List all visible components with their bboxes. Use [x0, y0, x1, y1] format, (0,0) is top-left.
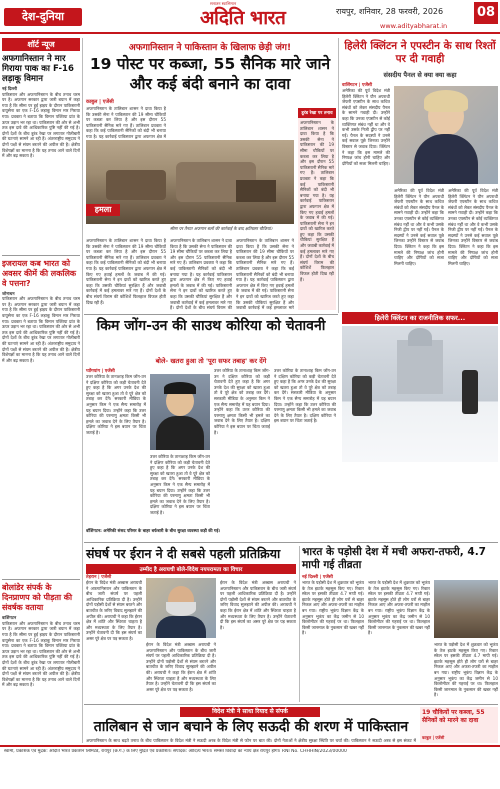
- bottom-body: अफगानिस्तान के साथ बढ़ते तनाव के बीच पाकिस्तान के विदेश मंत्री ने सऊदी अरब के विदेश मंत्री से फोन पर बात की। दोनों नेताओं ने क्षेत्रीय सुरक्षा स्थिति पर चर्चा की। पाकिस्तान ने सऊदी अरब से इस संकट में: [86, 738, 416, 743]
- iran-body-col2: ईरान के विदेश मंत्री अब्बास अराघची ने अफगानिस्तान और पाकिस्तान के बीच जारी संघर्ष पर पहली आधिकारिक प्रतिक्रिया दी है। उन्होंने दोनों पड़ोसी देशों से संयम बरतने और बातचीत के जरिए विवाद सुलझाने की अपील की। अराघची ने कहा कि ईरान क्षेत्र में शांति और स्थिरता चाहता है और मध्यस्थता के लिए तैयार है। उन्होंने चेतावनी दी कि इस संघर्ष का असर पूरे क्षेत्र पर पड़ सकता है।: [146, 642, 216, 692]
- short-news-column: [2, 38, 80, 743]
- bottom-side-box: [420, 707, 498, 743]
- lead-dateline: काबुल | एजेंसी: [86, 99, 114, 105]
- lead-caption: सीमा पर तैनात अफगान बलों की कार्रवाई के बाद क्षतिग्रस्त चौकियां।: [170, 226, 273, 231]
- lead-side-box-header: डूरंड रेखा पर तनाव: [298, 108, 336, 118]
- quake-body-col2: भारत के पड़ोसी देश में शुक्रवार को भूकंप के तेज झटके महसूस किए गए। रिक्टर स्केल पर इसकी तीव्रता 4.7 मापी गई। झटके महसूस होते ही लोग घरों से बाहर निकल आए और अफरा-तफरी का माहौल बन गया। राष्ट्रीय भूकंप विज्ञान केंद्र के अनुसार भूकंप का केंद्र जमीन से 10 किलोमीटर की गहराई पर था। फिलहाल किसी जानमाल के नुकसान की खबर नहीं है।: [368, 580, 430, 636]
- section-tab: देश-दुनिया: [4, 8, 82, 26]
- lead-intro: अफगानिस्तान के तालिबान शासन ने दावा किया है कि उसकी सेना ने पाकिस्तान की 19 सीमा चौकियों पर कब्जा कर लिया है और इस दौरान 55 पाकिस्तानी सैनिक मारे गए हैं। तालिबान प्रवक्ता ने कहा कि कई पाकिस्तानी सैनिकों को बंदी भी बनाया गया है। यह कार्रवाई पाकिस्तान द्वारा अफगान क्षेत्र में: [86, 106, 166, 139]
- website[interactable]: www.adityabharat.in: [380, 22, 448, 30]
- kim-dateline: प्योंगयांग | एजेंसी: [86, 369, 115, 374]
- hillary-subhead: संसदीय पैनल से क्या क्या कहा: [383, 71, 457, 79]
- quake-headline: भारत के पड़ोसी देश में मची अफरा-तफरी, 4.7 मापी गई तीव्रता: [302, 546, 486, 571]
- lead-kicker: अफगानिस्तान ने पाकिस्तान के खिलाफ छेड़ी जंग!: [128, 43, 292, 53]
- brand-logo: अदिति भारत: [200, 7, 286, 29]
- short-news-3-title: बोलांडेर संपर्क के दिनप्राणप को पीड़ता की संवर्षक वताया: [2, 583, 73, 613]
- araghchi-photo: [146, 578, 216, 638]
- iran-body-col3: ईरान के विदेश मंत्री अब्बास अराघची ने अफगानिस्तान और पाकिस्तान के बीच जारी संघर्ष पर पहली आधिकारिक प्रतिक्रिया दी है। उन्होंने दोनों पड़ोसी देशों से संयम बरतने और बातचीत के जरिए विवाद सुलझाने की अपील की। अराघची ने कहा कि ईरान क्षेत्र में शांति और स्थिरता चाहता है और मध्यस्थता के लिए तैयार है। उन्होंने चेतावनी दी कि इस संघर्ष का असर पूरे क्षेत्र पर पड़ सकता है।: [220, 580, 296, 630]
- iran-body-col1: ईरान के विदेश मंत्री अब्बास अराघची ने अफगानिस्तान और पाकिस्तान के बीच जारी संघर्ष पर पहली आधिकारिक प्रतिक्रिया दी है। उन्होंने दोनों पड़ोसी देशों से संयम बरतने और बातचीत के जरिए विवाद सुलझाने की अपील की। अराघची ने कहा कि ईरान क्षेत्र में शांति और स्थिरता चाहता है और मध्यस्थता के लिए तैयार है। उन्होंने चेतावनी दी कि इस संघर्ष का असर पूरे क्षेत्र पर पड़ सकता है।: [86, 580, 142, 641]
- kim-body-col3: उत्तर कोरिया के तानाशाह किम जोंग-उन ने दक्षिण कोरिया को कड़ी चेतावनी देते हुए कहा है कि अगर उनके देश की सुरक्षा को खतरा हुआ तो वे पूरे क्षेत्र को तबाह कर देंगे। सरकारी मीडिया के अनुसार किम ने एक सैन्य समारोह में यह बयान दिया। उन्होंने कहा कि उत्तर कोरिया की परमाणु क्षमता किसी भी हमले का जवाब देने के लिए तैयार है। दक्षिण कोरिया ने इस बयान पर चिंता जताई है।: [214, 368, 270, 435]
- hillary-photo: [394, 86, 498, 184]
- short-news-3-body: पाकिस्तान और अफगानिस्तान के बीच तनाव चरम पर है। अफगान सरकार द्वारा जारी बयान में कहा गया है कि सीमा पर हुई झड़प के दौरान पाकिस्तानी वायुसेना का एक F-16 लड़ाकू विमान मार गिराया गया। प्रवक्ता ने बताया कि विमान पक्तिया प्रांत के ऊपर उड़ान भर रहा था। पाकिस्तान की ओर से अभी तक इस दावे की आधिकारिक पुष्टि नहीं की गई है। दोनों देशों के बीच डूरंड रेखा पर लगातार गोलीबारी की घटनाएं सामने आ रही हैं। अंतरराष्ट्रीय समुदाय ने दोनों पक्षों से संयम बरतने की अपील की है। क्षेत्रीय विशेषज्ञों का मानना है कि यह तनाव आने वाले दिनों में और बढ़ सकता है।: [2, 620, 80, 688]
- kim-body-col1: उत्तर कोरिया के तानाशाह किम जोंग-उन ने दक्षिण कोरिया को कड़ी चेतावनी देते हुए कहा है कि अगर उनके देश की सुरक्षा को खतरा हुआ तो वे पूरे क्षेत्र को तबाह कर देंगे। सरकारी मीडिया के अनुसार किम ने एक सैन्य समारोह में यह बयान दिया। उन्होंने कहा कि उत्तर कोरिया की परमाणु क्षमता किसी भी हमले का जवाब देने के लिए तैयार है। दक्षिण कोरिया ने इस बयान पर चिंता जताई है।: [86, 374, 146, 435]
- kim-headline: किम जोंग-उन की साउथ कोरिया को चेतावनी: [96, 318, 326, 334]
- capitol-snow-caption: वॉशिंगटन: अमेरिकी संसद परिसर के बाहर बर्फबारी के बीच सुरक्षा व्यवस्था कड़ी की गई।: [86, 528, 221, 533]
- city-date: रायपुर, शनिवार, 28 फरवरी, 2026: [336, 7, 444, 16]
- kim-subhead: बोले- खतरा हुआ तो 'पूरा सफर तबाह' कर देंगे: [155, 357, 267, 365]
- kim-body-col2: उत्तर कोरिया के तानाशाह किम जोंग-उन ने दक्षिण कोरिया को कड़ी चेतावनी देते हुए कहा है कि अगर उनके देश की सुरक्षा को खतरा हुआ तो वे पूरे क्षेत्र को तबाह कर देंगे। सरकारी मीडिया के अनुसार किम ने एक सैन्य समारोह में यह बयान दिया। उन्होंने कहा कि उत्तर कोरिया की परमाणु क्षमता किसी भी हमले का जवाब देने के लिए तैयार है। दक्षिण कोरिया ने इस बयान पर चिंता जताई है।: [150, 454, 210, 515]
- kim-body-col4: उत्तर कोरिया के तानाशाह किम जोंग-उन ने दक्षिण कोरिया को कड़ी चेतावनी देते हुए कहा है कि अगर उनके देश की सुरक्षा को खतरा हुआ तो वे पूरे क्षेत्र को तबाह कर देंगे। सरकारी मीडिया के अनुसार किम ने एक सैन्य समारोह में यह बयान दिया। उन्होंने कहा कि उत्तर कोरिया की परमाणु क्षमता किसी भी हमले का जवाब देने के लिए तैयार है। दक्षिण कोरिया ने इस बयान पर चिंता जताई है।: [274, 368, 336, 424]
- page-number: 08: [474, 2, 498, 24]
- footer-imprint: स्वामी, प्रकाशक एवं मुद्रक: अदिति भारत प्रकाशन लिमिटेड, रायपुर (छ.ग.) के लिए मुद्रित एवं प्रकाशित। संपादक: आदित्य भारत। समस्त विवादों का न्याय क्षेत्र रायपुर होगा। RNI No. CHHHIN/2023/00000: [4, 749, 347, 754]
- quake-body-col3: भारत के पड़ोसी देश में शुक्रवार को भूकंप के तेज झटके महसूस किए गए। रिक्टर स्केल पर इसकी तीव्रता 4.7 मापी गई। झटके महसूस होते ही लोग घरों से बाहर निकल आए और अफरा-तफरी का माहौल बन गया। राष्ट्रीय भूकंप विज्ञान केंद्र के अनुसार भूकंप का केंद्र जमीन से 10 किलोमीटर की गहराई पर था। फिलहाल किसी जानमाल के नुकसान की खबर नहीं है।: [434, 642, 498, 698]
- bottom-kicker: विदेश मंत्री ने साधा रियाद से संपर्क: [180, 707, 320, 717]
- short-news-1-title: अफगानिस्तान ने मार गिराया पाक का F-16 लड़ाकू विमान: [2, 54, 74, 84]
- hillary-body-col2: अमेरिका की पूर्व विदेश मंत्री हिलेरी क्लिंटन ने यौन अपराधी जेफरी एपस्टीन के साथ कथित संबंधों को लेकर संसदीय पैनल के सामने गवाही दी। उन्होंने कहा कि उनका एपस्टीन से कोई व्यक्तिगत संबंध नहीं था और वे कभी उसके निजी द्वीप पर नहीं गईं। पैनल के सदस्यों ने उनसे कई सवाल पूछे जिनका उन्होंने विस्तार से जवाब दिया। क्लिंटन ने कहा कि इस मामले की निष्पक्ष जांच होनी चाहिए और दोषियों को सजा मिलनी चाहिए।: [394, 188, 444, 266]
- hillary-banner: हिलेरी क्लिंटन का राजनीतिक सफर...: [342, 312, 498, 324]
- hillary-headline: हिलेरी क्लिंटन ने एपस्टीन के साथ रिश्तों पर दी गवाही: [344, 40, 496, 65]
- lead-headline: 19 पोस्ट पर कब्जा, 55 सैनिक मारे जाने और कई बंदी बनाने का दावा: [89, 55, 331, 93]
- quake-photo: [434, 580, 498, 638]
- iran-headline: संघर्ष पर ईरान ने दी सबसे पहली प्रतिक्रिया: [86, 546, 281, 561]
- quake-body-col1: भारत के पड़ोसी देश में शुक्रवार को भूकंप के तेज झटके महसूस किए गए। रिक्टर स्केल पर इसकी तीव्रता 4.7 मापी गई। झटके महसूस होते ही लोग घरों से बाहर निकल आए और अफरा-तफरी का माहौल बन गया। राष्ट्रीय भूकंप विज्ञान केंद्र के अनुसार भूकंप का केंद्र जमीन से 10 किलोमीटर की गहराई पर था। फिलहाल किसी जानमाल के नुकसान की खबर नहीं है।: [302, 580, 364, 636]
- kim-photo: [150, 374, 210, 450]
- masthead: [0, 0, 500, 34]
- footer-rule: [0, 745, 500, 747]
- quake-dateline: नई दिल्ली | एजेंसी: [302, 575, 333, 580]
- short-news-2-dateline: जोनाथन: [2, 290, 15, 296]
- hillary-body-col1: अमेरिका की पूर्व विदेश मंत्री हिलेरी क्लिंटन ने यौन अपराधी जेफरी एपस्टीन के साथ कथित संबंधों को लेकर संसदीय पैनल के सामने गवाही दी। उन्होंने कहा कि उनका एपस्टीन से कोई व्यक्तिगत संबंध नहीं था और वे कभी उसके निजी द्वीप पर नहीं गईं। पैनल के सदस्यों ने उनसे कई सवाल पूछे जिनका उन्होंने विस्तार से जवाब दिया। क्लिंटन ने कहा कि इस मामले की निष्पक्ष जांच होनी चाहिए और दोषियों को सजा मिलनी चाहिए।: [342, 88, 390, 166]
- short-news-1-body: पाकिस्तान और अफगानिस्तान के बीच तनाव चरम पर है। अफगान सरकार द्वारा जारी बयान में कहा गया है कि सीमा पर हुई झड़प के दौरान पाकिस्तानी वायुसेना का एक F-16 लड़ाकू विमान मार गिराया गया। प्रवक्ता ने बताया कि विमान पक्तिया प्रांत के ऊपर उड़ान भर रहा था। पाकिस्तान की ओर से अभी तक इस दावे की आधिकारिक पुष्टि नहीं की गई है। दोनों देशों के बीच डूरंड रेखा पर लगातार गोलीबारी की घटनाएं सामने आ रही हैं। अंतरराष्ट्रीय समुदाय ने दोनों पक्षों से संयम बरतने की अपील की है। क्षेत्रीय विशेषज्ञों का मानना है कि यह तनाव आने वाले दिनों में और बढ़ सकता है।: [2, 91, 80, 159]
- short-news-3-dateline: वाशिंगटन: [2, 615, 17, 621]
- capitol-snow-photo: [342, 326, 498, 462]
- iran-subhead: उम्मीद है अराघची बोले-विदेश नयपरामता का विचार: [86, 564, 296, 574]
- bottom-side-dateline: काबुल | एजेंसी: [422, 735, 445, 740]
- short-news-header: शॉर्ट न्यूज: [2, 38, 80, 51]
- short-news-2-body: पाकिस्तान और अफगानिस्तान के बीच तनाव चरम पर है। अफगान सरकार द्वारा जारी बयान में कहा गया है कि सीमा पर हुई झड़प के दौरान पाकिस्तानी वायुसेना का एक F-16 लड़ाकू विमान मार गिराया गया। प्रवक्ता ने बताया कि विमान पक्तिया प्रांत के ऊपर उड़ान भर रहा था। पाकिस्तान की ओर से अभी तक इस दावे की आधिकारिक पुष्टि नहीं की गई है। दोनों देशों के बीच डूरंड रेखा पर लगातार गोलीबारी की घटनाएं सामने आ रही हैं। अंतरराष्ट्रीय समुदाय ने दोनों पक्षों से संयम बरतने की अपील की है। क्षेत्रीय विशेषज्ञों का मानना है कि यह तनाव आने वाले दिनों में और बढ़ सकता है।: [2, 296, 80, 363]
- lead-side-box-body: अफगानिस्तान के तालिबान शासन ने दावा किया है कि उसकी सेना ने पाकिस्तान की 19 सीमा चौकियों पर कब्जा कर लिया है और इस दौरान 55 पाकिस्तानी सैनिक मारे गए हैं। तालिबान प्रवक्ता ने कहा कि कई पाकिस्तानी सैनिकों को बंदी भी बनाया गया है। यह कार्रवाई पाकिस्तान द्वारा अफगान क्षेत्र में किए गए हवाई हमलों के जवाब में की गई। पाकिस्तानी सेना ने इन दावों को खारिज करते हुए कहा कि उसकी चौकियां सुरक्षित हैं और जवाबी कार्रवाई में कई हमलावर मारे गए हैं। दोनों देशों के बीच संघर्ष विराम की कोशिशें फिलहाल विफल होती दिख रही हैं।: [300, 120, 334, 282]
- bottom-side-headline: 19 चौकियों पर कब्जा, 55 सैनिकों को मारने का दावा: [422, 709, 485, 724]
- lead-body-col3: अफगानिस्तान के तालिबान शासन ने दावा किया है कि उसकी सेना ने पाकिस्तान की 19 सीमा चौकियों पर कब्जा कर लिया है और इस दौरान 55 पाकिस्तानी सैनिक मारे गए हैं। तालिबान प्रवक्ता ने कहा कि कई पाकिस्तानी सैनिकों को बंदी भी बनाया गया है। यह कार्रवाई पाकिस्तान द्वारा अफगान क्षेत्र में किए गए हवाई हमलों के जवाब में की गई। पाकिस्तानी सेना ने इन दावों को खारिज करते हुए कहा कि उसकी चौकियां सुरक्षित हैं और जवाबी कार्रवाई में कई हमलावर मारे: [236, 238, 294, 310]
- lead-body-col1: अफगानिस्तान के तालिबान शासन ने दावा किया है कि उसकी सेना ने पाकिस्तान की 19 सीमा चौकियों पर कब्जा कर लिया है और इस दौरान 55 पाकिस्तानी सैनिक मारे गए हैं। तालिबान प्रवक्ता ने कहा कि कई पाकिस्तानी सैनिकों को बंदी भी बनाया गया है। यह कार्रवाई पाकिस्तान द्वारा अफगान क्षेत्र में किए गए हवाई हमलों के जवाब में की गई। पाकिस्तानी सेना ने इन दावों को खारिज करते हुए कहा कि उसकी चौकियां सुरक्षित हैं और जवाबी कार्रवाई में कई हमलावर मारे गए हैं। दोनों देशों के बीच संघर्ष विराम की कोशिशें फिलहाल विफल होती दिख रही हैं।: [86, 238, 166, 305]
- short-news-1-dateline: नई दिल्ली: [2, 86, 17, 91]
- lead-inset-label: हमला: [86, 204, 120, 216]
- hillary-dateline: वाशिंगटन | एजेंसी: [342, 83, 373, 88]
- bottom-headline: तालिबान से जान बचाने के लिए सऊदी की शरण में पाकिस्तान: [93, 719, 409, 735]
- brand-tagline: सनातन स्वाभिमान: [210, 1, 237, 6]
- short-news-2-title: इजरायल कब भारत को अवसर कीमें की लकलिक वे पत्तना?: [2, 258, 77, 288]
- lead-body-col2: अफगानिस्तान के तालिबान शासन ने दावा किया है कि उसकी सेना ने पाकिस्तान की 19 सीमा चौकियों पर कब्जा कर लिया है और इस दौरान 55 पाकिस्तानी सैनिक मारे गए हैं। तालिबान प्रवक्ता ने कहा कि कई पाकिस्तानी सैनिकों को बंदी भी बनाया गया है। यह कार्रवाई पाकिस्तान द्वारा अफगान क्षेत्र में किए गए हवाई हमलों के जवाब में की गई। पाकिस्तानी सेना ने इन दावों को खारिज करते हुए कहा कि उसकी चौकियां सुरक्षित हैं और जवाबी कार्रवाई में कई हमलावर मारे गए हैं। दोनों देशों के बीच संघर्ष विराम की: [170, 238, 232, 310]
- iran-dateline: तेहरान | एजेंसी: [86, 575, 112, 580]
- hillary-body-col3: अमेरिका की पूर्व विदेश मंत्री हिलेरी क्लिंटन ने यौन अपराधी जेफरी एपस्टीन के साथ कथित संबंधों को लेकर संसदीय पैनल के सामने गवाही दी। उन्होंने कहा कि उनका एपस्टीन से कोई व्यक्तिगत संबंध नहीं था और वे कभी उसके निजी द्वीप पर नहीं गईं। पैनल के सदस्यों ने उनसे कई सवाल पूछे जिनका उन्होंने विस्तार से जवाब दिया। क्लिंटन ने कहा कि इस मामले की निष्पक्ष जांच होनी चाहिए और दोषियों को सजा मिलनी चाहिए।: [448, 188, 498, 266]
